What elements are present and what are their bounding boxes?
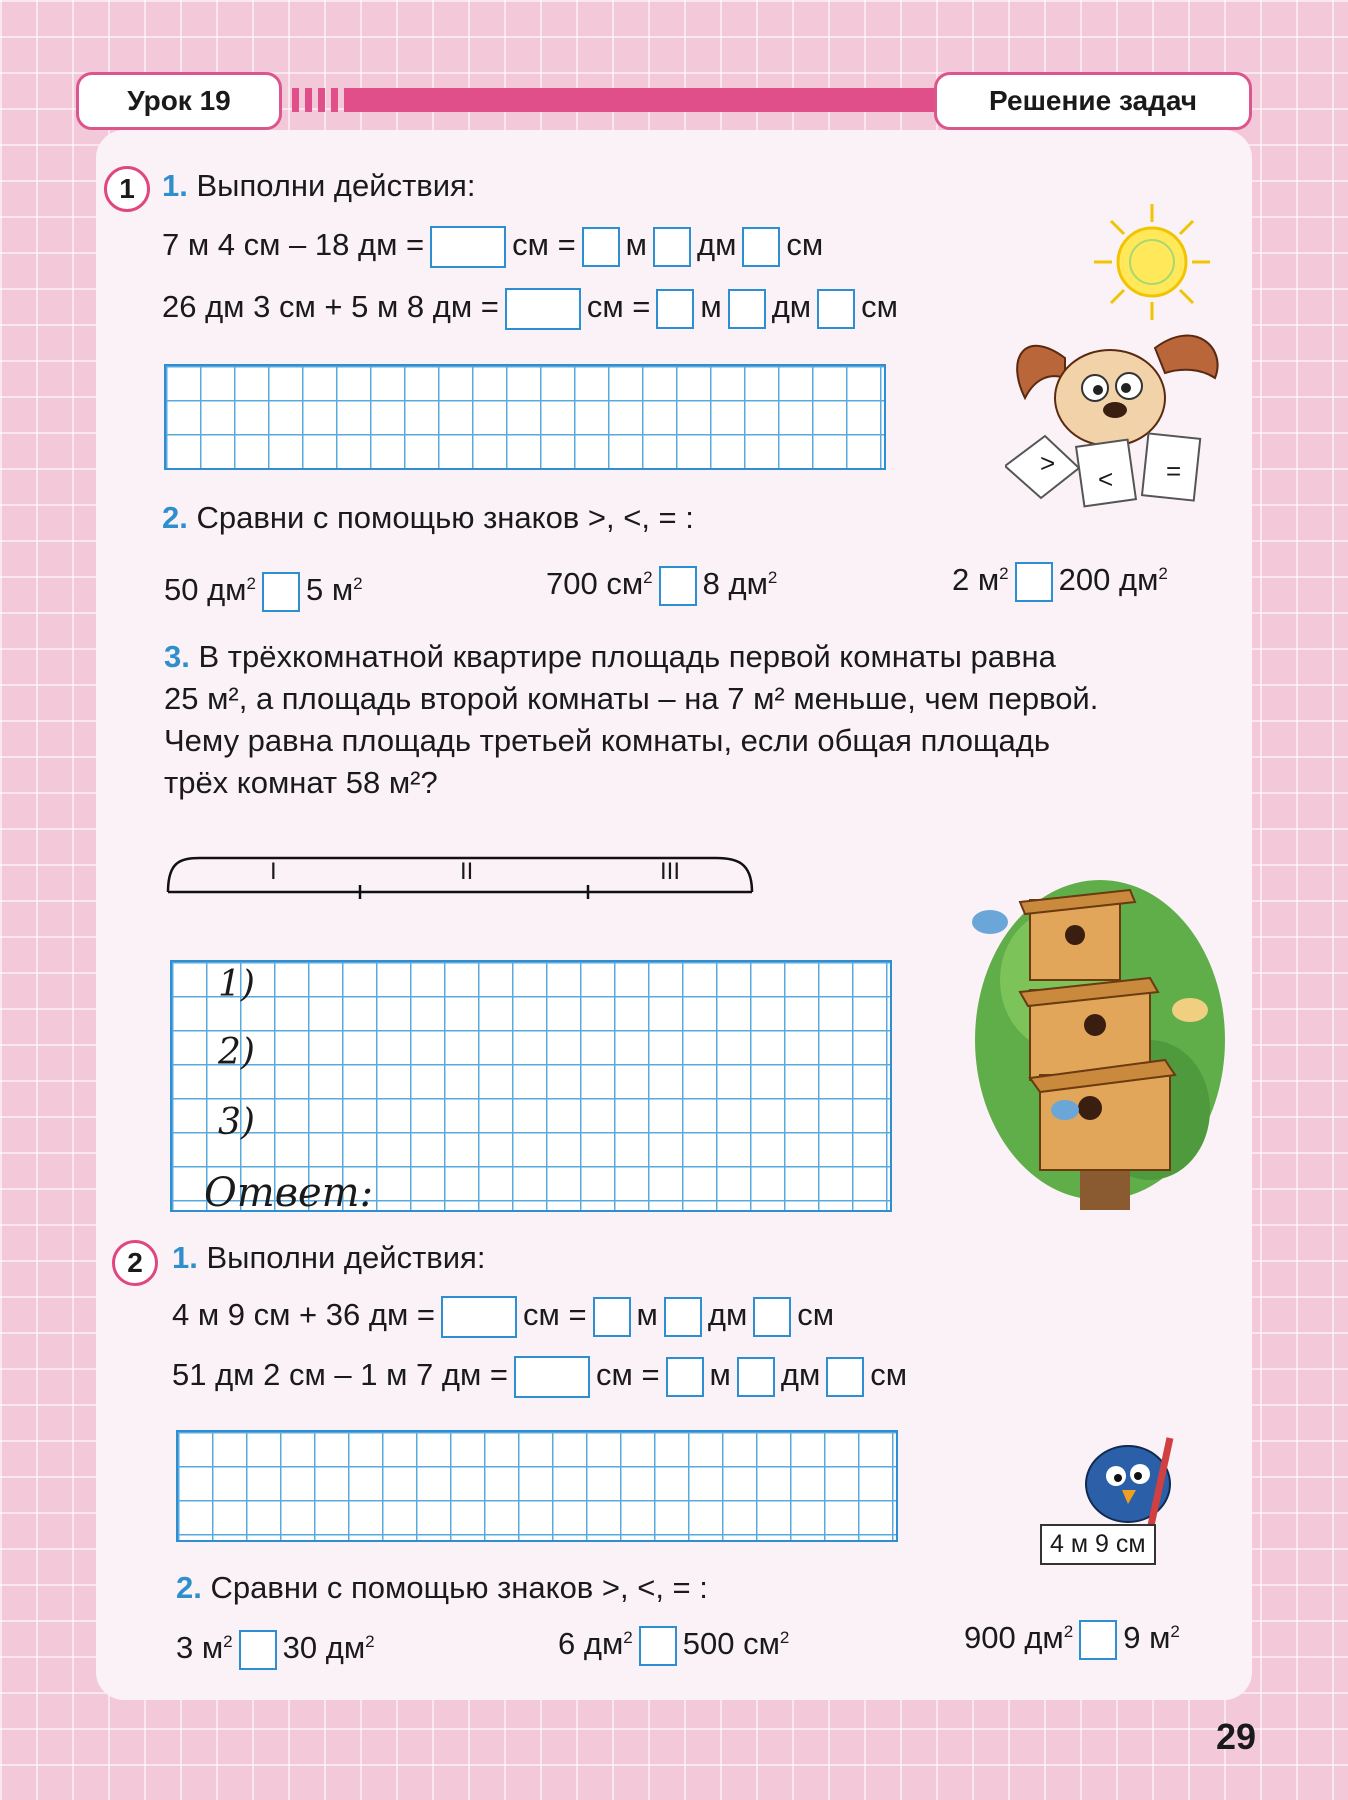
answer-box[interactable] <box>666 1357 704 1397</box>
answer-box[interactable] <box>826 1357 864 1397</box>
section-marker-2: 2 <box>112 1240 158 1286</box>
s1-compare-1: 50 $дм^2$ 5 $м^2$ <box>164 572 363 612</box>
compare-box[interactable] <box>659 566 697 606</box>
page-number: 29 <box>1216 1716 1257 1757</box>
answer-box[interactable] <box>737 1357 775 1397</box>
section-marker-1: 1 <box>104 166 150 212</box>
bird-illustration <box>1070 1420 1190 1540</box>
compare-box[interactable] <box>1015 562 1053 602</box>
s1-task2-title: 2. Сравни с помощью знаков >, <, = : <box>162 500 694 535</box>
answer-box[interactable] <box>593 1297 631 1337</box>
step-1: 1) <box>218 964 255 1005</box>
compare-box[interactable] <box>262 572 300 612</box>
s2-task2-title: 2. Сравни с помощью знаков >, <, = : <box>176 1570 708 1605</box>
s1-compare-2: 700 $см^2$ 8 $дм^2$ <box>546 566 777 606</box>
header-stripe <box>348 88 936 112</box>
answer-box[interactable] <box>505 288 581 330</box>
s2-compare-3: 900 $дм^2$ 9 $м^2$ <box>964 1620 1180 1660</box>
s2-compare-1: 3 $м^2$ 30 $дм^2$ <box>176 1630 375 1670</box>
compare-box[interactable] <box>639 1626 677 1666</box>
s1-task1-row2: 26 дм 3 см + 5 м 8 дм = см = м дм см <box>162 288 898 330</box>
answer-box[interactable] <box>656 289 694 329</box>
answer-box[interactable] <box>582 227 620 267</box>
answer-box[interactable] <box>664 1297 702 1337</box>
answer-box[interactable] <box>728 289 766 329</box>
answer-box[interactable] <box>430 226 506 268</box>
sign-less: < <box>1098 464 1114 494</box>
sun-illustration <box>1090 200 1214 324</box>
s1-compare-3: 2 $м^2$ 200 $дм^2$ <box>952 562 1168 602</box>
answer-box[interactable] <box>514 1356 590 1398</box>
sign-equal: = <box>1166 456 1182 486</box>
compare-box[interactable] <box>239 1630 277 1670</box>
header-bars <box>292 88 351 112</box>
work-grid-1[interactable] <box>164 364 886 470</box>
step-2: 2) <box>218 1032 255 1073</box>
answer-box[interactable] <box>441 1296 517 1338</box>
answer-box[interactable] <box>753 1297 791 1337</box>
s1-task3-text: 3. В трёхкомнатной квартире площадь первой комнаты равна 25 м², а площадь второй комнаты – на 7 м² меньше, чем первой. Чему равна площадь третьей комнаты, если общая площадь трёх комнат 58 м²? <box>164 639 1099 800</box>
compare-box[interactable] <box>1079 1620 1117 1660</box>
birdhouse-illustration <box>960 860 1230 1210</box>
bird-sign: 4 м 9 см <box>1040 1524 1156 1565</box>
segment-label-3: III <box>660 858 681 885</box>
s2-task1-row1: 4 м 9 см + 36 дм = см = м дм см <box>172 1296 834 1338</box>
answer-label: Ответ: <box>204 1170 374 1216</box>
segment-label-2: II <box>460 858 474 885</box>
s2-compare-2: 6 $дм^2$ 500 $см^2$ <box>558 1626 789 1666</box>
s2-task1-row2: 51 дм 2 см – 1 м 7 дм = см = м дм см <box>172 1356 907 1398</box>
dog-illustration <box>1005 318 1227 508</box>
answer-box[interactable] <box>742 227 780 267</box>
work-grid-3[interactable] <box>176 1430 898 1542</box>
s1-task1-row1: 7 м 4 см – 18 дм = см = м дм см <box>162 226 823 268</box>
segment-label-1: I <box>270 858 277 885</box>
sign-greater: > <box>1040 448 1056 478</box>
answer-box[interactable] <box>653 227 691 267</box>
topic-label: Решение задач <box>934 72 1252 130</box>
step-3: 3) <box>218 1102 255 1143</box>
s1-task1-title: 1. Выполни действия: <box>162 168 476 203</box>
s2-task1-title: 1. Выполни действия: <box>172 1240 486 1275</box>
answer-box[interactable] <box>817 289 855 329</box>
lesson-label: Урок 19 <box>76 72 282 130</box>
